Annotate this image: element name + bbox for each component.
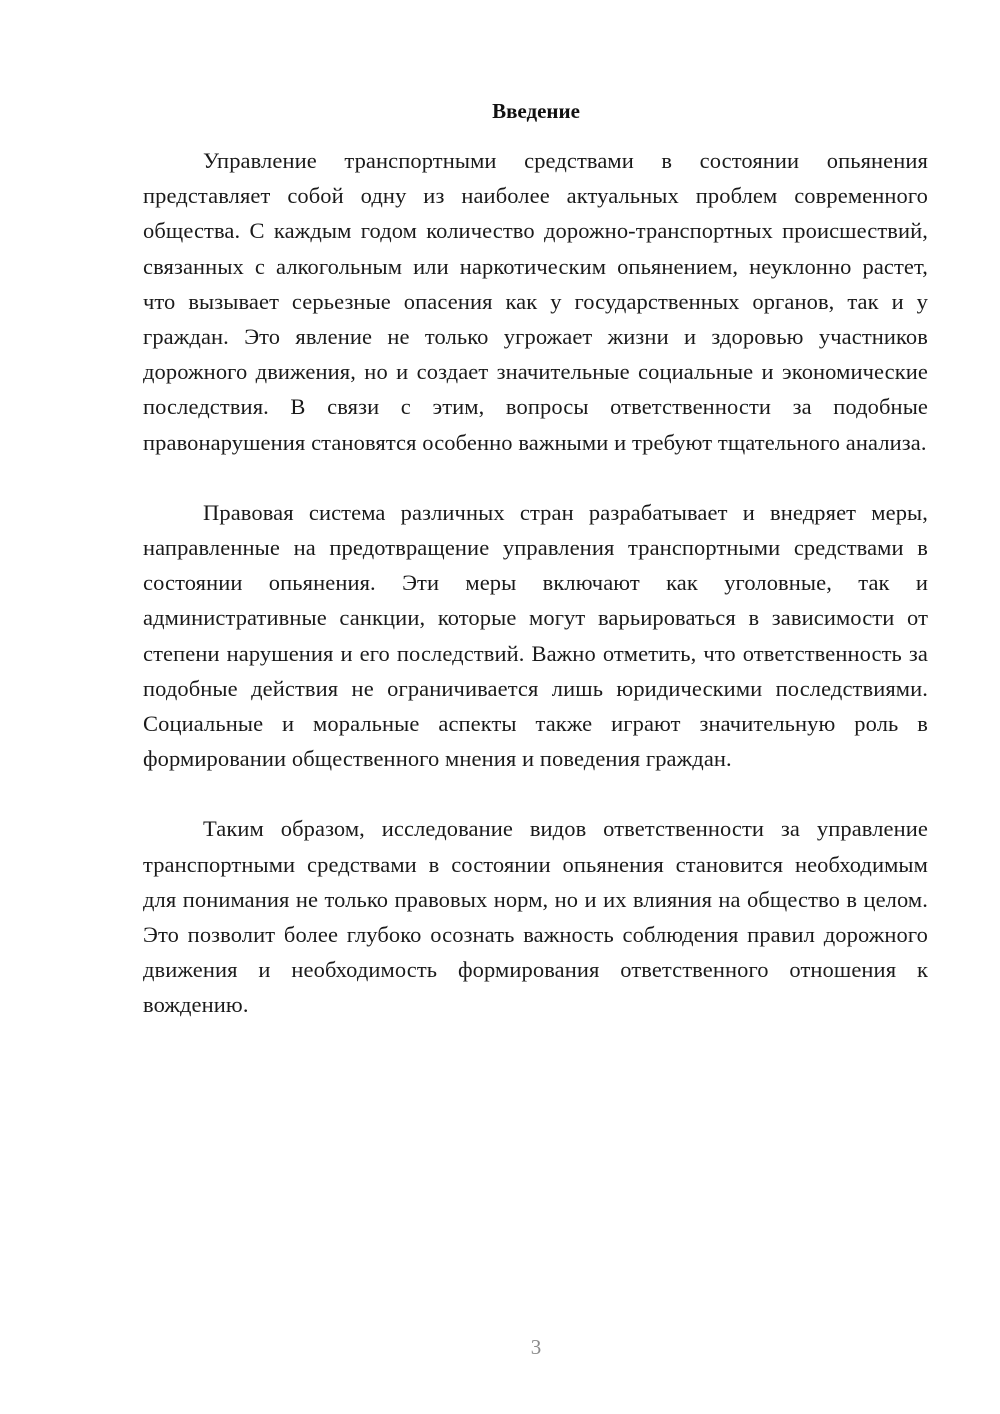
body-text: [143, 143, 928, 1023]
paragraph-2: Правовая система различных стран разрабатывает и внедряет меры, направленные на предотвращение управления транспортными средствами в состоянии опьянения. Эти меры включают как уголовные, так и административные санкции, которые могут варьироваться в зависимости от степени нарушения и его последствий. Важно отметить, что ответственность за подобные действия не ограничивается лишь юридическими последствиями. Социальные и моральные аспекты также играют значительную роль в формировании общественного мнения и поведения граждан.: [143, 499, 928, 772]
page-number: 3: [530, 1335, 542, 1359]
section-heading: Введение: [492, 99, 580, 123]
paragraph-3: Таким образом, исследование видов ответственности за управление транспортными средствами в состоянии опьянения становится необходимым для понимания не только правовых норм, но и их влияния на общество в целом. Это позволит более глубоко осознать важность соблюдения правил дорожного движения и необходимость формирования ответственного отношения к вождению.: [143, 816, 928, 1018]
paragraph-1: Управление транспортными средствами в состоянии опьянения представляет собой одну из наиболее актуальных проблем современного общества. С каждым годом количество дорожно-транспортных происшествий, связанных с алкогольным или наркотическим опьянением, неуклонно растет, что вызывает серьезные опасения как у государственных органов, так и у граждан. Это явление не только угрожает жизни и здоровью участников дорожного движения, но и создает значительные социальные и экономические последствия. В связи с этим, вопросы ответственности за подобные правонарушения становятся особенно важными и требуют тщательного анализа.: [143, 148, 928, 455]
